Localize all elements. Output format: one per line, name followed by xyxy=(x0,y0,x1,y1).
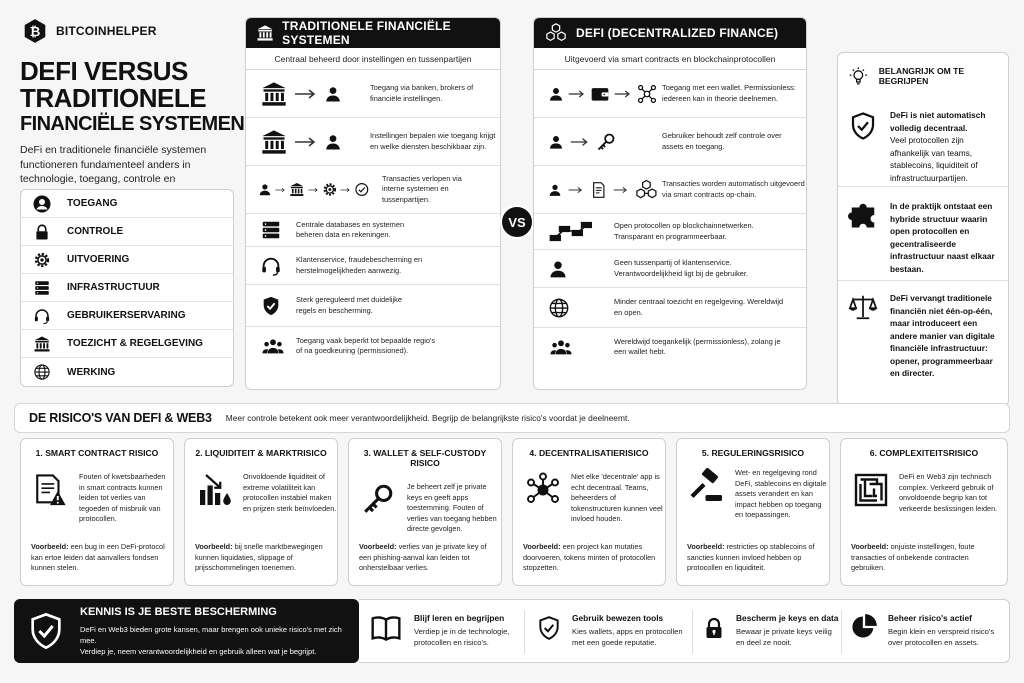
traditional-row-gebruikerservaring xyxy=(246,247,500,285)
arrow-right-icon xyxy=(614,89,632,99)
divider xyxy=(841,610,842,654)
sidebar-item-label: CONTROLE xyxy=(67,226,124,237)
important-panel xyxy=(837,52,1009,406)
defi-row-gebruikerservaring xyxy=(534,250,806,288)
sidebar-item-label: INFRASTRUCTUUR xyxy=(67,282,160,293)
risk-example: Voorbeeld: onjuiste instellingen, foute transacties of onbekende contracten gebruiken. xyxy=(851,542,975,572)
shield-check-icon xyxy=(260,295,282,317)
puzzle-icon xyxy=(848,200,878,230)
server-icon xyxy=(33,279,51,297)
page-title xyxy=(20,58,245,136)
bank-icon xyxy=(260,80,288,108)
maze-icon xyxy=(853,472,889,508)
network-icon xyxy=(636,83,658,105)
shield-check-icon xyxy=(536,613,562,643)
risks-subtitle: Meer controle betekent ook meer verantwoordelijkheid. Begrijp de belangrijkste risico's voordat je deelneemt. xyxy=(225,413,630,423)
risk-card-decentralization[interactable] xyxy=(512,438,666,586)
document-warning-icon xyxy=(33,472,67,510)
brand[interactable] xyxy=(22,17,157,45)
risk-title: 2. LIQUIDITEIT & MARKTRISICO xyxy=(195,448,327,458)
defi-row-uitvoering xyxy=(534,166,806,214)
tip-manage[interactable] xyxy=(850,604,1006,660)
traditional-row-text: Centrale databases en systemen beheren data en rekeningen. xyxy=(296,219,405,239)
user-icon xyxy=(324,133,342,151)
gavel-icon xyxy=(689,468,725,504)
tip-description: Verdiep je in de technologie, protocollen en risico's. xyxy=(414,627,510,647)
sidebar-item-label: TOEZICHT & REGELGEVING xyxy=(67,338,203,349)
title-line3: FINANCIËLE SYSTEMEN xyxy=(20,113,245,135)
title-line2: TRADITIONELE xyxy=(20,83,207,113)
defi-row-text: Toegang met een wallet. Permissionless: iedereen kan in theorie deelnemen. xyxy=(662,83,796,103)
traditional-title: TRADITIONELE FINANCIËLE SYSTEMEN xyxy=(282,19,451,47)
user-icon xyxy=(324,85,342,103)
important-header xyxy=(838,53,1008,87)
tip-tools[interactable] xyxy=(536,604,696,660)
traditional-header xyxy=(246,18,500,48)
risk-title: 4. DECENTRALISATIERISICO xyxy=(529,448,649,458)
blockchain-icon xyxy=(548,220,592,244)
traditional-subtitle: Centraal beheerd door instellingen en tussenpartijen xyxy=(246,48,500,70)
traditional-row-text: Toegang via banken, brokers of financiële instellingen. xyxy=(370,83,474,103)
headset-icon xyxy=(33,307,51,325)
bank-icon xyxy=(289,181,305,198)
headset-icon xyxy=(260,255,282,277)
group-icon xyxy=(260,335,286,357)
risk-description: DeFi en Web3 zijn technisch complex. Verkeerd gebruik of onvoldoende begrip kan tot verkeerde beslissingen leiden. xyxy=(899,472,998,513)
tip-keys[interactable] xyxy=(702,604,842,660)
gear-icon xyxy=(33,251,51,269)
defi-title: DEFI (DECENTRALIZED FINANCE) xyxy=(576,26,779,40)
tip-description: Begin klein en verspreid risico's over protocollen en assets. xyxy=(888,627,995,647)
lock-icon xyxy=(33,223,51,241)
tip-title: Gebruik bewezen tools xyxy=(572,613,664,623)
traditional-row-uitvoering xyxy=(246,166,500,214)
risk-card-liquidity[interactable] xyxy=(184,438,338,586)
user-icon xyxy=(548,259,568,279)
group-icon xyxy=(548,336,574,358)
arrow-right-icon xyxy=(294,88,318,100)
defi-row-werking xyxy=(534,328,806,366)
risk-title: 6. COMPLEXITEITSRISICO xyxy=(869,448,979,458)
blocks-icon xyxy=(635,178,658,202)
arrow-right-icon xyxy=(294,136,318,148)
user-icon xyxy=(548,134,564,150)
key-icon xyxy=(361,482,395,516)
defi-row-text: Gebruiker behoudt zelf controle over assets en toegang. xyxy=(662,131,782,151)
sidebar-item-uitvoering[interactable] xyxy=(21,246,233,274)
arrow-right-icon xyxy=(275,186,286,194)
defi-row-text: Transacties worden automatisch uitgevoerd via smart contracts op-chain. xyxy=(662,179,805,199)
risk-card-wallet[interactable] xyxy=(348,438,502,586)
bitcoin-logo-icon xyxy=(22,17,48,45)
vs-label: VS xyxy=(508,214,526,230)
globe-icon xyxy=(548,297,570,319)
pie-chart-icon xyxy=(850,613,878,641)
risk-card-regulation[interactable] xyxy=(676,438,830,586)
defi-row-text: Wereldwijd toegankelijk (permissionless), zolang je een wallet hebt. xyxy=(614,336,781,356)
arrow-right-icon xyxy=(340,186,351,194)
risk-description: Je beheert zelf je private keys en geeft apps toestemming. Fouten of verlies van toegang hebben directe gevolgen. xyxy=(407,482,497,533)
sidebar-item-controle[interactable] xyxy=(21,218,233,246)
defi-subtitle: Uitgevoerd via smart contracts en blockchainprotocollen xyxy=(534,48,806,70)
knowledge-banner xyxy=(14,599,359,663)
knowledge-line1: DeFi en Web3 bieden grote kansen, maar brengen ook unieke risico's met zich mee. xyxy=(80,624,342,645)
traditional-row-werking xyxy=(246,327,500,365)
important-item xyxy=(838,187,1008,281)
check-circle-icon xyxy=(354,181,370,198)
traditional-row-toegang xyxy=(246,70,500,118)
traditional-row-text: Transacties verlopen via interne systemen en tussenpartijen. xyxy=(382,173,462,204)
wallet-icon xyxy=(590,84,610,104)
lightbulb-icon xyxy=(848,65,869,87)
tip-description: Bewaar je private keys veilig en deel ze nooit. xyxy=(736,627,832,647)
tip-description: Kies wallets, apps en protocollen met een goede reputatie. xyxy=(572,627,683,647)
shield-check-icon xyxy=(848,109,878,143)
arrow-right-icon xyxy=(568,185,584,195)
important-item-bold: DeFi is niet automatisch volledig decentraal. xyxy=(890,110,986,133)
tip-title: Blijf leren en begrijpen xyxy=(414,613,505,623)
defi-row-toezicht xyxy=(534,288,806,328)
sidebar-item-label: UITVOERING xyxy=(67,254,130,265)
arrow-right-icon xyxy=(568,89,586,99)
tip-learn[interactable] xyxy=(368,604,526,660)
traditional-column xyxy=(245,17,501,390)
risk-description: Niet elke 'decentrale' app is echt decentraal. Teams, beheerders of tokenstructuren kunnen veel invloed houden. xyxy=(571,472,663,523)
brand-name: BITCOINHELPER xyxy=(56,24,157,38)
sidebar-item-label: WERKING xyxy=(67,366,116,378)
risk-example: Voorbeeld: verlies van je private key of een phishing-aanval kan leiden tot onherstelbaar verlies. xyxy=(359,542,487,572)
risk-card-complexity[interactable] xyxy=(840,438,1008,586)
arrow-right-icon xyxy=(570,137,590,147)
server-icon xyxy=(260,219,282,241)
defi-column xyxy=(533,17,807,390)
user-icon xyxy=(258,182,272,197)
important-item xyxy=(838,281,1008,380)
document-icon xyxy=(590,180,608,200)
important-item-bold: In de praktijk ontstaat een hybride structuur waarin open protocollen en gecentraliseerde infrastructuur naast elkaar bestaan. xyxy=(890,201,995,274)
divider xyxy=(524,610,525,654)
risk-card-smart-contract[interactable] xyxy=(20,438,174,586)
traditional-row-toezicht xyxy=(246,285,500,327)
risk-example: Voorbeeld: een project kan mutaties doorvoeren, tokens minten of protocollen stopzetten. xyxy=(523,542,656,572)
key-icon xyxy=(596,132,616,152)
blocks-icon xyxy=(544,22,568,44)
defi-row-text: Minder centraal toezicht en regelgeving. Wereldwijd en open. xyxy=(614,297,784,317)
traditional-row-text: Sterk gereguleerd met duidelijke regels en bescherming. xyxy=(296,295,402,315)
intro-text: DeFi en traditionele financiële systemen functioneren fundamenteel anders in technologie, toegang, controle en xyxy=(20,144,207,185)
user-icon xyxy=(548,182,562,198)
risks-header xyxy=(14,403,1010,433)
scale-icon xyxy=(848,292,878,322)
risks-title: DE RISICO'S VAN DEFI & WEB3 xyxy=(29,411,212,425)
comparison-aspects-list xyxy=(20,189,234,387)
risk-description: Wet- en regelgeving rond DeFi, stablecoins en digitale assets verandert en kan impact hebben op toegang en toepassingen. xyxy=(735,468,827,519)
important-item xyxy=(838,87,1008,187)
arrow-right-icon xyxy=(613,185,629,195)
vs-badge xyxy=(500,205,534,239)
risk-title: 5. REGULERINGSRISICO xyxy=(701,448,805,458)
important-item-text: Veel protocollen zijn afhankelijk van teams, stablecoins, liquiditeit of infrastructuurpartijen. xyxy=(890,135,978,183)
network-nodes-icon xyxy=(525,472,561,508)
risk-description: Fouten of kwetsbaarheden in smart contracts kunnen leiden tot verlies van tegoeden of misbruik van protocollen. xyxy=(79,472,166,523)
important-title: BELANGRIJK OM TE BEGRIJPEN xyxy=(878,66,965,86)
defi-row-text: Open protocollen op blockchainnetwerken. Transparant en programmeerbaar. xyxy=(614,221,754,241)
sidebar-item-label: TOEGANG xyxy=(67,198,118,209)
defi-row-infrastructuur xyxy=(534,214,806,250)
tip-title: Beheer risico's actief xyxy=(888,613,972,623)
chart-down-icon xyxy=(197,472,233,508)
bank-icon xyxy=(33,335,51,353)
sidebar-item-label: GEBRUIKERSERVARING xyxy=(67,310,186,321)
knowledge-title: KENNIS IS JE BESTE BESCHERMING xyxy=(80,605,277,618)
globe-icon xyxy=(33,363,51,381)
defi-row-controle xyxy=(534,118,806,166)
traditional-row-text: Toegang vaak beperkt tot bepaalde regio's of na goedkeuring (permissioned). xyxy=(296,335,436,355)
user-icon xyxy=(548,86,564,102)
tip-title: Bescherm je keys en data xyxy=(736,613,839,623)
traditional-row-text: Klantenservice, fraudebescherming en herstelmogelijkheden aanwezig. xyxy=(296,255,423,275)
divider xyxy=(692,610,693,654)
traditional-row-controle xyxy=(246,118,500,166)
bank-icon xyxy=(256,23,274,43)
defi-header xyxy=(534,18,806,48)
sidebar-item-toezicht[interactable] xyxy=(21,330,233,358)
defi-row-toegang xyxy=(534,70,806,118)
risk-example: Voorbeeld: een bug in een DeFi-protocol kan ertoe leiden dat aanvallers fondsen kunnen stelen. xyxy=(31,542,165,572)
user-circle-icon xyxy=(33,195,51,213)
sidebar-item-gebruikerservaring[interactable] xyxy=(21,302,233,330)
traditional-row-infrastructuur xyxy=(246,214,500,247)
sidebar-item-toegang[interactable] xyxy=(21,190,233,218)
book-icon xyxy=(368,613,404,645)
sidebar-item-infrastructuur[interactable] xyxy=(21,274,233,302)
knowledge-line2: Verdiep je, neem verantwoordelijkheid en gebruik alleen wat je begrijpt. xyxy=(80,646,317,656)
risk-example: Voorbeeld: bij snelle marktbewegingen kunnen liquidaties, slippage of prijsschommelingen toenemen. xyxy=(195,542,323,572)
sidebar-item-werking[interactable] xyxy=(21,358,233,386)
gear-icon xyxy=(322,181,338,198)
risk-description: Onvoldoende liquiditeit of extreme volatiliteit kan protocollen instabiel maken en prijzen sterk beïnvloeden. xyxy=(243,472,337,513)
traditional-row-text: Instellingen bepalen wie toegang krijgt en welke diensten beschikbaar zijn. xyxy=(370,131,496,151)
risk-title: 1. SMART CONTRACT RISICO xyxy=(35,448,159,458)
risk-example: Voorbeeld: restricties op stablecoins of sancties kunnen invloed hebben op protocollen en liquiditeit. xyxy=(687,542,815,572)
arrow-right-icon xyxy=(308,186,319,194)
padlock-icon xyxy=(702,613,726,643)
title-line1: DEFI VERSUS xyxy=(20,56,188,86)
shield-check-icon xyxy=(26,609,66,653)
bank-icon xyxy=(260,128,288,156)
important-item-bold: DeFi vervangt traditionele financiën niet één-op-één, maar introduceert een andere manier van digitale financiële infrastructuur: opener, programmeerbaar en directer. xyxy=(890,293,995,378)
defi-row-text: Geen tussenpartij of klantenservice. Verantwoordelijkheid ligt bij de gebruiker. xyxy=(614,258,748,278)
risk-title: 3. WALLET & SELF-CUSTODY RISICO xyxy=(363,448,487,468)
